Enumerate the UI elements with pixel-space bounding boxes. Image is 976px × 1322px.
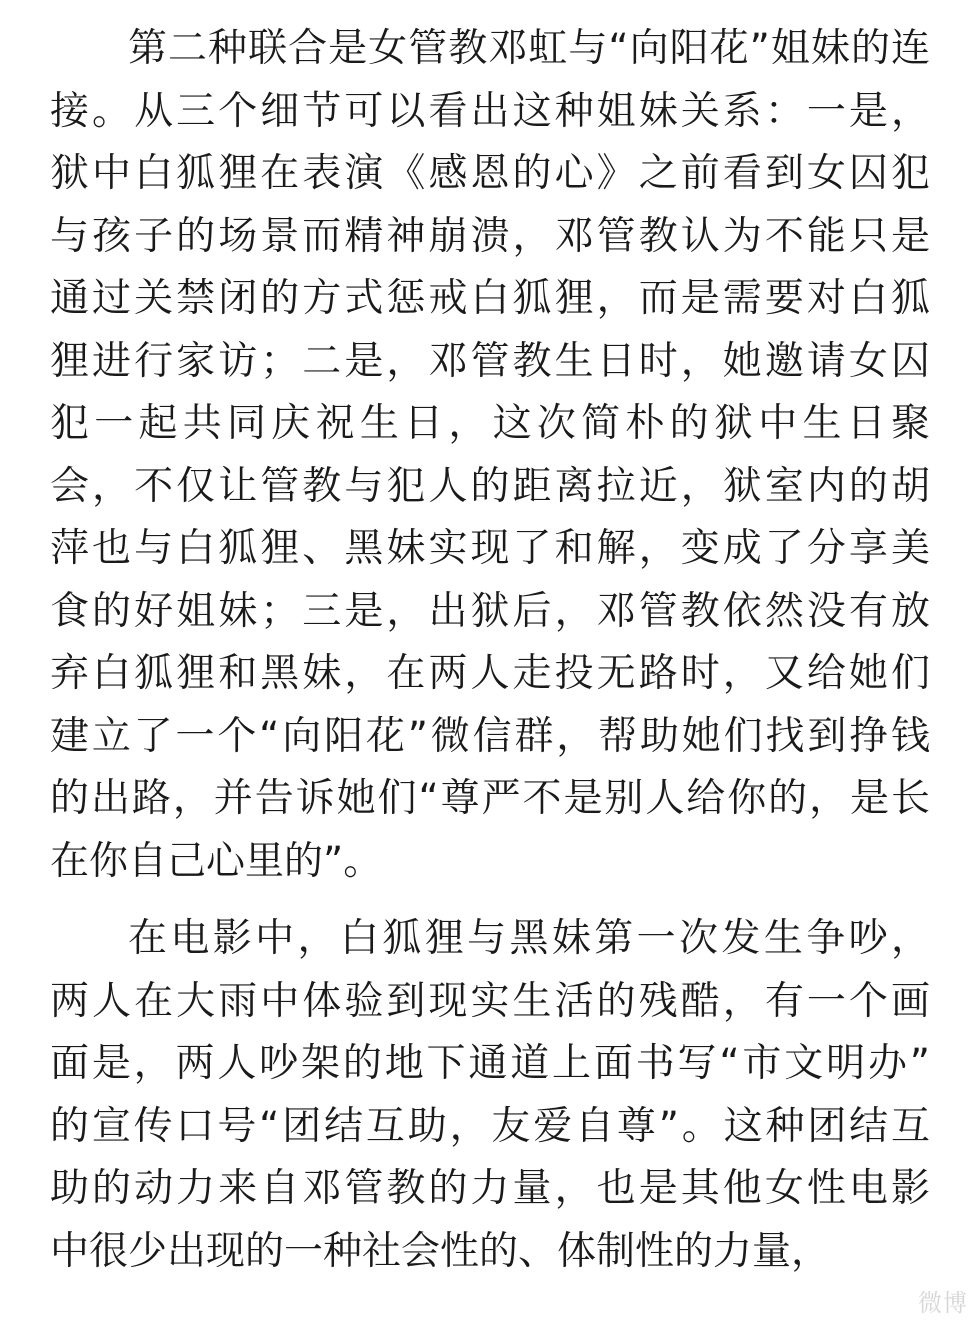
text-line: 食的好姐妹；三是，出狱后，邓管教依然没有放 <box>50 588 930 634</box>
paragraph-2 <box>50 908 930 1283</box>
text-line: 接。从三个细节可以看出这种姐妹关系：一是， <box>50 88 930 134</box>
text-line: 通过关禁闭的方式惩戒白狐狸，而是需要对白狐 <box>50 276 930 321</box>
text-line: 建立了一个“向阳花”微信群，帮助她们找到挣钱 <box>50 713 930 759</box>
paragraph-1 <box>50 18 930 893</box>
text-line: 弃白狐狸和黑妹，在两人走投无路时，又给她们 <box>50 651 930 696</box>
text-line: 在你自己心里的”。 <box>50 838 383 884</box>
text-line: 第二种联合是女管教邓虹与“向阳花”姐妹的连 <box>128 26 930 71</box>
text-line: 狱中白狐狸在表演《感恩的心》之前看到女囚犯 <box>50 151 930 196</box>
text-line: 面是，两人吵架的地下通道上面书写“市文明办” <box>50 1041 930 1086</box>
text-line: 会，不仅让管教与犯人的距离拉近，狱室内的胡 <box>50 463 930 509</box>
text-line: 两人在大雨中体验到现实生活的残酷，有一个画 <box>50 978 930 1024</box>
text-line: 的宣传口号“团结互助，友爱自尊”。这种团结互 <box>50 1103 930 1149</box>
text-line: 中很少出现的一种社会性的、体制性的力量， <box>50 1228 831 1274</box>
text-line: 的出路，并告诉她们“尊严不是别人给你的，是长 <box>50 776 930 821</box>
text-line: 助的动力来自邓管教的力量，也是其他女性电影 <box>50 1166 930 1211</box>
text-line: 犯一起共同庆祝生日，这次简朴的狱中生日聚 <box>50 401 930 446</box>
text-line: 萍也与白狐狸、黑妹实现了和解，变成了分享美 <box>50 526 930 571</box>
text-line: 狸进行家访；二是，邓管教生日时，她邀请女囚 <box>50 338 930 384</box>
text-line: 与孩子的场景而精神崩溃，邓管教认为不能只是 <box>50 213 930 259</box>
text-line: 在电影中，白狐狸与黑妹第一次发生争吵， <box>128 916 930 961</box>
watermark: 微博 <box>918 1289 968 1317</box>
